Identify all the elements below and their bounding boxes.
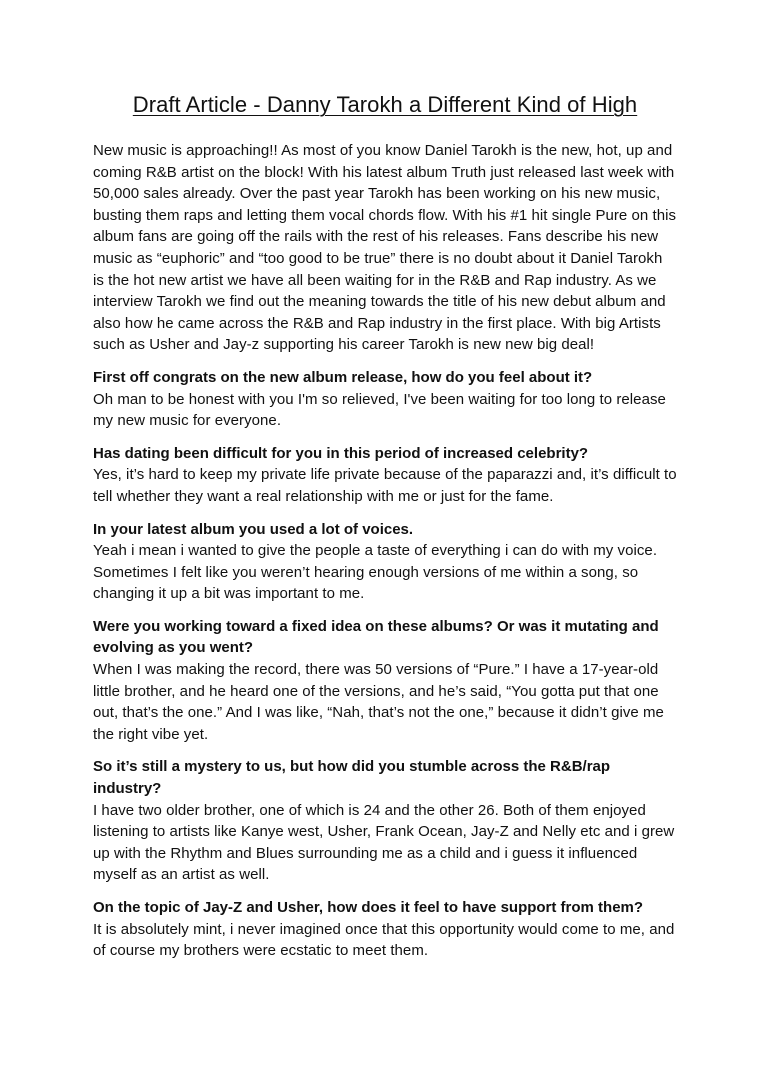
question-4: Were you working toward a fixed idea on these albums? Or was it mutating and evolving as you went? — [93, 617, 659, 657]
answer-1: Oh man to be honest with you I'm so relieved, I've been waiting for too long to release my new music for everyone. — [93, 390, 666, 430]
qa-block-6 — [93, 897, 677, 962]
intro-paragraph: New music is approaching!! As most of you know Daniel Tarokh is the new, hot, up and coming R&B artist on the block! With his latest album Truth just released last week with 50,000 sales already. Over the past year Tarokh has been working on his new music, busting them raps and letting them vocal chords flow. With his #1 hit single Pure on this album fans are going off the rails with the rest of his releases. Fans describe his new music as “euphoric” and “too good to be true” there is no doubt about it Daniel Tarokh is the hot new artist we have all been waiting for in the R&B and Rap industry. As we interview Tarokh we find out the meaning towards the title of his new debut album and also how he came across the R&B and Rap industry in the first place. With big Artists such as Usher and Jay-z supporting his career Tarokh is new new big deal! — [93, 142, 677, 354]
document-page — [93, 90, 677, 973]
question-5: So it’s still a mystery to us, but how did you stumble across the R&B/rap industry? — [93, 758, 611, 798]
qa-block-1 — [93, 367, 677, 432]
qa-block-3 — [93, 519, 677, 605]
qa-block-2 — [93, 443, 677, 508]
answer-4: When I was making the record, there was 50 versions of “Pure.” I have a 17-year-old little brother, and he heard one of the versions, and he’s said, “You gotta put that one out, that’s the one.” And I was like, “Nah, that’s not the one,” because it didn’t give me the right vibe yet. — [93, 661, 664, 743]
answer-2: Yes, it’s hard to keep my private life private because of the paparazzi and, it’s difficult to tell whether they want a real relationship with me or just for the fame. — [93, 466, 677, 505]
question-2: Has dating been difficult for you in this period of increased celebrity? — [93, 444, 589, 462]
question-1: First off congrats on the new album release, how do you feel about it? — [93, 368, 593, 386]
qa-block-4 — [93, 616, 677, 746]
answer-3: Yeah i mean i wanted to give the people a taste of everything i can do with my voice. Sometimes I felt like you weren’t hearing enough versions of me within a song, so changing it up a bit was important to me. — [93, 542, 658, 603]
article-title: Draft Article - Danny Tarokh a Different Kind of High — [132, 92, 638, 117]
answer-5: I have two older brother, one of which is 24 and the other 26. Both of them enjoyed listening to artists like Kanye west, Usher, Frank Ocean, Jay-Z and Nelly etc and i grew up with the Rhythm and Blues surrounding me as a child and i guess it influenced myself as an artist as well. — [93, 801, 675, 884]
question-6: On the topic of Jay-Z and Usher, how does it feel to have support from them? — [93, 899, 644, 916]
qa-block-5 — [93, 756, 677, 886]
answer-6: It is absolutely mint, i never imagined once that this opportunity would come to me, and of course my brothers were ecstatic to meet them. — [93, 920, 675, 960]
question-3: In your latest album you used a lot of voices. — [93, 520, 414, 538]
